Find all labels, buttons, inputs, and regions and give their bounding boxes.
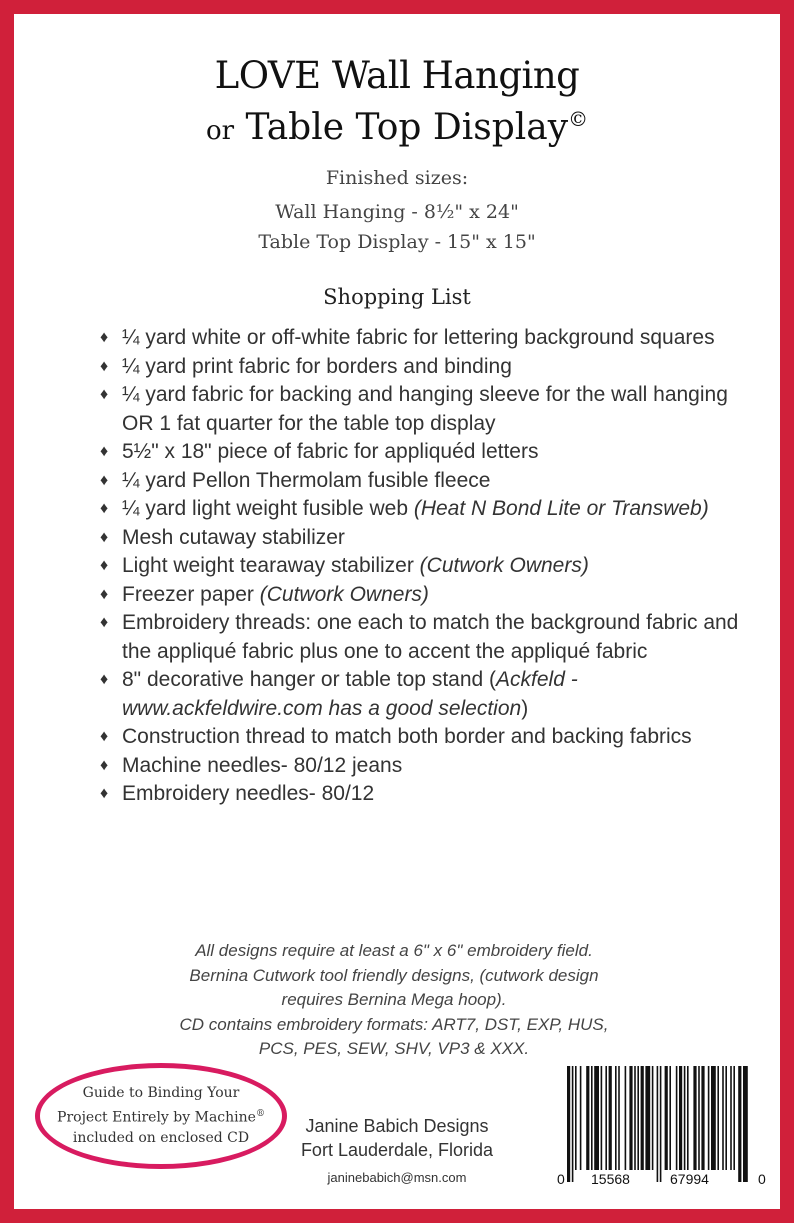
shopping-list-item xyxy=(100,780,740,809)
page-title xyxy=(14,54,780,97)
bullet-diamond-icon: ♦ xyxy=(100,671,109,688)
registered-mark: ® xyxy=(255,1108,265,1119)
barcode-bar xyxy=(605,1066,607,1170)
table-display-size: Table Top Display - 15" x 15" xyxy=(258,231,536,253)
barcode-bar xyxy=(586,1066,589,1170)
barcode-bar xyxy=(687,1066,689,1170)
barcode-bar xyxy=(679,1066,682,1170)
barcode-bar xyxy=(698,1066,700,1170)
barcode-bar xyxy=(676,1066,678,1170)
barcode-bar xyxy=(652,1066,654,1170)
barcode-bar xyxy=(738,1066,741,1182)
barcode-bars xyxy=(555,1064,770,1192)
barcode-digit-left: 0 xyxy=(557,1171,565,1187)
bullet-diamond-icon: ♦ xyxy=(100,528,109,546)
bullet-diamond-icon: ♦ xyxy=(100,614,109,631)
barcode-bar xyxy=(567,1066,570,1182)
item-text: Embroidery needles- 80/12 xyxy=(122,782,375,805)
barcode-bar xyxy=(733,1066,735,1170)
guide-line-1: Guide to Binding Your xyxy=(82,1084,240,1101)
barcode-bar xyxy=(725,1066,727,1170)
shopping-list-item xyxy=(100,524,740,553)
barcode-bar xyxy=(580,1066,582,1170)
shopping-list-item xyxy=(100,752,740,781)
barcode-bar xyxy=(657,1066,659,1182)
item-italic-note: (Cutwork Owners) xyxy=(419,554,589,577)
shopping-list xyxy=(100,324,740,809)
item-text: ¼ yard print fabric for borders and binding xyxy=(122,354,512,378)
design-notes xyxy=(134,939,654,1062)
item-text: 8" decorative hanger or table top stand ( xyxy=(122,668,497,691)
item-text: Light weight tearaway stabilizer xyxy=(122,554,420,577)
item-text: Machine needles- 80/12 jeans xyxy=(122,753,403,777)
barcode-digit-right: 0 xyxy=(758,1171,766,1187)
barcode-bar xyxy=(609,1066,612,1170)
bullet-diamond-icon: ♦ xyxy=(100,756,109,774)
barcode-bar xyxy=(591,1066,593,1170)
item-text: ¼ yard light weight fusible web xyxy=(122,497,414,520)
barcode-bar xyxy=(730,1066,732,1170)
barcode-bar xyxy=(594,1066,599,1170)
bullet-diamond-icon: ♦ xyxy=(100,329,109,346)
shopping-list-item xyxy=(100,381,740,438)
bullet-diamond-icon: ♦ xyxy=(100,386,109,403)
company-location: Fort Lauderdale, Florida xyxy=(300,1140,494,1160)
barcode-bar xyxy=(615,1066,617,1170)
item-italic-note: Ackfeld - www.ackfeldwire.com has a good selection xyxy=(122,668,578,720)
note-line: Bernina Cutwork tool friendly designs, (cutwork design xyxy=(189,965,599,985)
item-text: Construction thread to match both border and backing fabrics xyxy=(122,725,692,748)
barcode-bar xyxy=(717,1066,719,1170)
item-italic-note: (Heat N Bond Lite or Transweb) xyxy=(413,497,709,520)
shopping-list-item xyxy=(100,723,740,752)
shopping-list-item xyxy=(100,495,740,524)
shopping-list-item xyxy=(100,438,740,467)
note-line: requires Bernina Mega hoop). xyxy=(281,990,507,1009)
barcode-bar xyxy=(618,1066,620,1170)
item-text: Embroidery threads: one each to match the background fabric and the appliqué fabric plus one to accent the appliqué fabric xyxy=(122,611,739,663)
upc-barcode xyxy=(555,1064,770,1192)
item-text: ¼ yard fabric for backing and hanging sleeve for the wall hanging OR 1 fat quarter for the table top display xyxy=(122,383,728,435)
shopping-list-item xyxy=(100,353,740,382)
barcode-bar xyxy=(711,1066,716,1170)
company-info xyxy=(297,1114,497,1190)
barcode-bar xyxy=(693,1066,696,1170)
wall-hanging-size: Wall Hanging - 8½" x 24" xyxy=(275,201,519,223)
shopping-list-heading: Shopping List xyxy=(323,285,471,309)
barcode-bar xyxy=(641,1066,644,1170)
barcode-bar xyxy=(665,1066,668,1170)
finished-sizes-label: Finished sizes: xyxy=(325,167,469,189)
shopping-list-item xyxy=(100,467,740,496)
barcode-bar xyxy=(572,1066,574,1182)
guide-line-3: included on enclosed CD xyxy=(72,1130,250,1147)
shopping-list-item xyxy=(100,552,740,581)
note-line: PCS, PES, SEW, SHV, VP3 & XXX. xyxy=(258,1039,530,1058)
item-italic-note: (Cutwork Owners) xyxy=(259,582,429,606)
barcode-bar xyxy=(743,1066,748,1182)
barcode-bar xyxy=(601,1066,603,1170)
back-cover-page xyxy=(14,14,780,1209)
page-subtitle xyxy=(14,107,780,148)
guide-line-2-text: Project Entirely by Machine xyxy=(57,1109,256,1126)
bullet-diamond-icon: ♦ xyxy=(100,443,109,460)
binding-guide-badge xyxy=(35,1063,287,1169)
item-tail: ) xyxy=(521,696,529,720)
barcode-bar xyxy=(575,1066,577,1170)
barcode-bar xyxy=(637,1066,639,1170)
note-line: CD contains embroidery formats: ART7, DST, EXP, HUS, xyxy=(179,1014,609,1034)
item-text: Mesh cutaway stabilizer xyxy=(122,525,345,549)
bullet-diamond-icon: ♦ xyxy=(100,500,109,517)
barcode-bar xyxy=(629,1066,632,1170)
barcode-bar xyxy=(722,1066,724,1170)
company-email: janinebabich@msn.com xyxy=(327,1170,467,1185)
company-name: Janine Babich Designs xyxy=(305,1116,489,1136)
barcode-bar xyxy=(669,1066,671,1170)
shopping-list-item xyxy=(100,666,740,723)
item-text: ¼ yard white or off-white fabric for lettering background squares xyxy=(122,326,715,349)
copyright-mark: © xyxy=(568,107,589,131)
barcode-bar xyxy=(701,1066,704,1170)
barcode-bar xyxy=(660,1066,662,1182)
bullet-diamond-icon: ♦ xyxy=(100,585,109,603)
bullet-diamond-icon: ♦ xyxy=(100,728,109,745)
item-text: Freezer paper xyxy=(122,582,260,606)
guide-line-2 xyxy=(57,1104,265,1129)
item-text: ¼ yard Pellon Thermolam fusible fleece xyxy=(122,468,491,492)
bullet-diamond-icon: ♦ xyxy=(100,557,109,574)
barcode-group-2: 67994 xyxy=(670,1171,709,1187)
title-line-1: LOVE Wall Hanging xyxy=(214,54,580,97)
barcode-bar xyxy=(625,1066,627,1170)
shopping-list-item xyxy=(100,609,740,666)
barcode-bar xyxy=(645,1066,650,1170)
barcode-bar xyxy=(684,1066,686,1170)
barcode-group-1: 15568 xyxy=(591,1171,630,1187)
bullet-diamond-icon: ♦ xyxy=(100,357,109,375)
title-line-2: Table Top Display xyxy=(245,107,569,148)
bullet-diamond-icon: ♦ xyxy=(100,785,109,802)
note-line: All designs require at least a 6" x 6" embroidery field. xyxy=(195,941,593,960)
barcode-bar xyxy=(708,1066,710,1170)
bullet-diamond-icon: ♦ xyxy=(100,471,109,489)
title-or: or xyxy=(205,116,235,146)
barcode-bar xyxy=(634,1066,636,1170)
shopping-list-item xyxy=(100,324,740,353)
shopping-list-item xyxy=(100,581,740,610)
item-text: 5½" x 18" piece of fabric for appliquéd letters xyxy=(122,440,539,463)
